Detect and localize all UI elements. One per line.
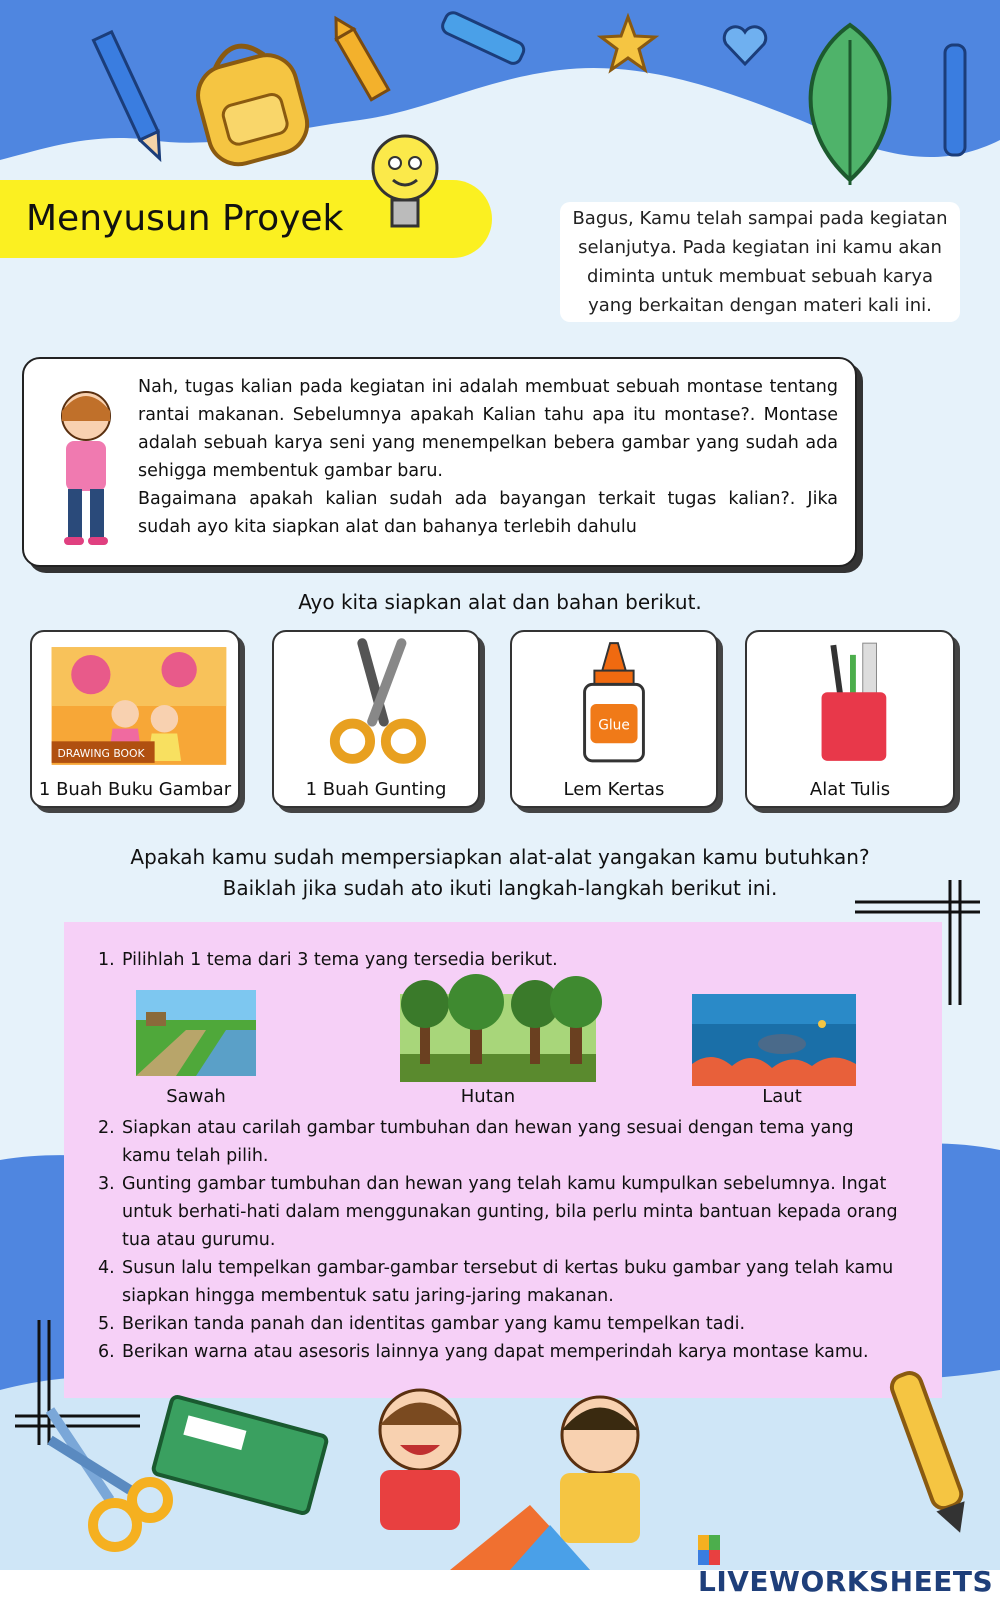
tool-label: 1 Buah Buku Gambar [38,779,232,800]
step-text: Siapkan atau carilah gambar tumbuhan dan hewan yang sesuai dengan tema yang kamu telah pilih. [122,1118,854,1166]
children-crafting-illustration [330,1385,710,1570]
steps-panel [64,922,942,1398]
step-text: Gunting gambar tumbuhan dan hewan yang telah kamu kumpulkan sebelumnya. Ingat untuk berhati-hati dalam menggunakan gunting, bila perlu minta bantuan kepada orang tua atau gurumu. [122,1174,898,1250]
step-number: 3. [98,1174,115,1194]
tools-section-title: Ayo kita siapkan alat dan bahan berikut. [298,590,702,614]
task-paragraph-1: Nah, tugas kalian pada kegiatan ini adalah membuat sebuah montase tentang rantai makanan. Sebelumnya apakah Kalian tahu apa itu montase?. Montase adalah sebuah karya seni yang menempelkan bebera gambar yang sudah ada sehigga membentuk gambar baru. [138,377,838,481]
book-decoration-icon [150,1395,330,1515]
tool-label: Lem Kertas [563,779,665,800]
step-4 [98,1254,908,1310]
step-6 [98,1338,908,1366]
question-line-1: Apakah kamu sudah mempersiapkan alat-alat yangakan kamu butuhkan? [130,845,870,869]
heart-icon [720,20,770,70]
step-number: 1. [98,950,115,970]
pen-decoration-icon [880,1360,980,1540]
tool-label: Alat Tulis [809,779,891,800]
step-number: 2. [98,1118,115,1138]
sea-image [692,994,856,1086]
star-icon [598,14,658,74]
step-text: Berikan tanda panah dan identitas gambar yang kamu tempelkan tadi. [122,1314,746,1334]
liveworksheets-logo [698,1532,1000,1598]
scissors-icon [274,642,478,762]
page-title: Menyusun Proyek [26,198,344,239]
task-card [22,357,857,567]
tool-card-drawing-book [30,630,240,808]
step-number: 4. [98,1258,115,1278]
leaf-icon [790,20,910,190]
step-5 [98,1310,908,1338]
pencil-icon [90,20,170,170]
task-paragraph-2: Bagaimana apakah kalian sudah ada bayangan terkait tugas kalian?. Jika sudah ayo kita siapkan alat dan bahanya terlebih dahulu [138,489,838,537]
theme-label-sawah: Sawah [166,1086,226,1107]
theme-label-hutan: Hutan [460,1086,516,1107]
theme-label-laut: Laut [762,1086,802,1107]
drawing-book-icon [32,644,238,769]
liveworksheets-badge-icon [698,1535,720,1565]
step-number: 6. [98,1342,115,1362]
glue-icon [512,642,716,762]
intro-text: Bagus, Kamu telah sampai pada kegiatan selanjutya. Pada kegiatan ini kamu akan diminta untuk membuat sebuah karya yang berkaitan dengan materi kali ini. [560,202,960,322]
pencil-cup-icon [747,642,953,762]
drawing-book-caption: DRAWING BOOK [57,747,145,761]
step-1 [98,946,908,974]
question-line-2: Baiklah jika sudah ato ikuti langkah-langkah berikut ini. [222,876,778,900]
marker-icon [430,0,540,80]
crayon-icon [330,10,390,110]
girl-character-icon [46,381,126,551]
glue-caption: Glue [598,717,630,734]
step-text: Pilihlah 1 tema dari 3 tema yang tersedia berikut. [122,950,558,970]
task-description [138,373,838,541]
step-2 [98,1114,908,1170]
brand-text: LIVEWORKSHEETS [698,1565,994,1598]
tool-card-stationery [745,630,955,808]
step-number: 5. [98,1314,115,1334]
tool-card-scissors [272,630,480,808]
backpack-icon [180,30,320,170]
pen-icon [930,40,980,160]
corner-lines-top-right [855,880,985,1010]
step-text: Berikan warna atau asesoris lainnya yang dapat memperindah karya montase kamu. [122,1342,869,1362]
step-3 [98,1170,908,1254]
rice-field-image [136,990,256,1076]
forest-image [400,994,596,1082]
tool-label: 1 Buah Gunting [305,779,447,800]
lightbulb-icon [360,118,450,248]
tool-card-glue [510,630,718,808]
step-text: Susun lalu tempelkan gambar-gambar tersebut di kertas buku gambar yang telah kamu siapkan hingga membentuk satu jaring-jaring makanan. [122,1258,894,1306]
